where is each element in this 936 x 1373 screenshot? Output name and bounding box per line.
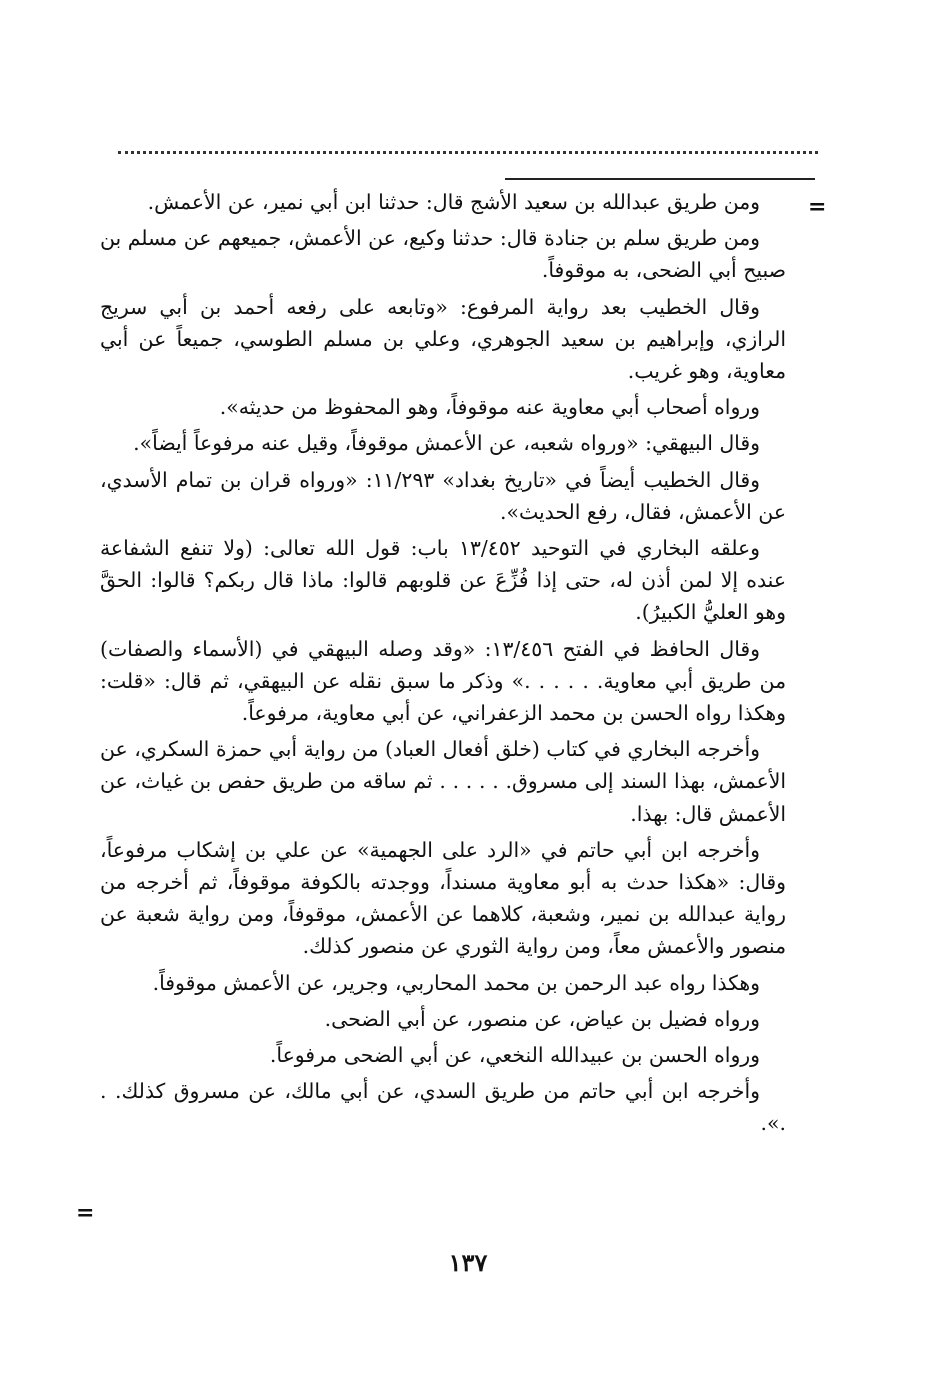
paragraph: وقال البيهقي: «ورواه شعبه، عن الأعمش موقوفاً، وقيل عنه مرفوعاً أيضاً». — [133, 431, 760, 456]
paragraph: ومن طريق سلم بن جنادة قال: حدثنا وكيع، عن الأعمش، جميعهم عن مسلم بن صبيح أبي الضحى، به موقوفاً. — [100, 226, 786, 283]
paragraph: وأخرجه ابن أبي حاتم من طريق السدي، عن أبي مالك، عن مسروق كذلك. . .». — [100, 1079, 786, 1136]
paragraph: وعلقه البخاري في التوحيد ١٣/٤٥٢ باب: قول الله تعالى: (ولا تنفع الشفاعة عنده إلا لمن أذن له، حتى إذا فُزِّعَ عن قلوبهم قالوا: ماذا قال ربكم؟ قالوا: الحقَّ وهو العليُّ الكبيرُ). — [100, 536, 786, 625]
footnote-text-block — [100, 186, 786, 1144]
paragraph: وقال الحافظ في الفتح ١٣/٤٥٦: «وقد وصله البيهقي في (الأسماء والصفات) من طريق أبي معاوية. . . . . .» وذكر ما سبق نقله عن البيهقي، ثم قال: «قلت: وهكذا رواه الحسن بن محمد الزعفراني، عن أبي معاوية، مرفوعاً. — [100, 636, 786, 726]
paragraph: وقال الخطيب بعد رواية المرفوع: «وتابعه على رفعه أحمد بن أبي سريج الرازي، وإبراهيم بن سعيد الجوهري، وعلي بن مسلم الطوسي، جميعاً عن أبي معاوية، وهو غريب. — [100, 294, 786, 384]
paragraph: ورواه فضيل بن عياض، عن منصور، عن أبي الضحى. — [324, 1006, 760, 1031]
page-number: ١٣٧ — [448, 1248, 488, 1277]
paragraph: وأخرجه البخاري في كتاب (خلق أفعال العباد) من رواية أبي حمزة السكري، عن الأعمش، بهذا السند إلى مسروق. . . . . . ثم ساقه من طريق حفص بن غياث، عن الأعمش قال: بهذا. — [100, 737, 786, 826]
paragraph: وهكذا رواه عبد الرحمن بن محمد المحاربي، وجرير، عن الأعمش موقوفاً. — [152, 970, 760, 995]
paragraph: وقال الخطيب أيضاً في «تاريخ بغداد» ١١/٢٩٣: «ورواه قران بن تمام الأسدي، عن الأعمش، فقال، رفع الحديث». — [100, 467, 786, 524]
paragraph: وأخرجه ابن أبي حاتم في «الرد على الجهمية» عن علي بن إشكاب مرفوعاً، وقال: «هكذا حدث به أبو معاوية مسنداً، ووجدته بالكوفة موقوفاً، ثم أخرجه من رواية عبدالله بن نمير، وشعبة، كلاهما عن الأعمش، موقوفاً، ومن رواية شعبة عن منصور والأعمش معاً، ومن رواية الثوري عن منصور كذلك. — [100, 837, 786, 959]
footnote-dotted-separator — [118, 151, 818, 154]
footnote-rule — [505, 178, 815, 180]
paragraph: ورواه الحسن بن عبيدالله النخعي، عن أبي الضحى مرفوعاً. — [269, 1043, 760, 1068]
paragraph: ومن طريق عبدالله بن سعيد الأشج قال: حدثنا ابن أبي نمير، عن الأعمش. — [147, 190, 760, 214]
paragraph: ورواه أصحاب أبي معاوية عنه موقوفاً، وهو المحفوظ من حديثه». — [219, 395, 760, 420]
continuation-mark-bottom: = — [76, 1200, 95, 1226]
continuation-mark-top: = — [808, 194, 827, 220]
